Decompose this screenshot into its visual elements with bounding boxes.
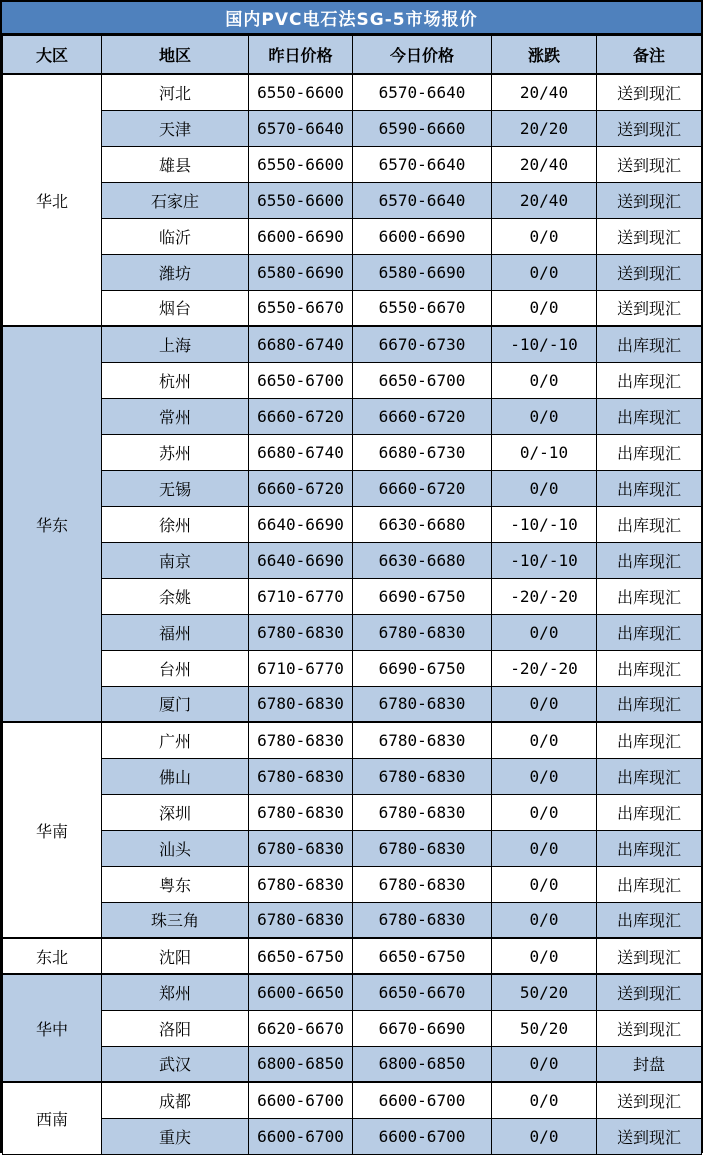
today-cell: 6690-6750 (353, 578, 492, 614)
city-cell: 上海 (102, 326, 249, 362)
change-cell: 0/0 (492, 614, 597, 650)
city-cell: 河北 (102, 74, 249, 110)
price-row-余姚 (3, 578, 702, 614)
note-cell: 送到现汇 (597, 290, 702, 326)
yesterday-cell: 6550-6600 (249, 146, 353, 182)
change-cell: -10/-10 (492, 542, 597, 578)
note-cell: 出库现汇 (597, 398, 702, 434)
yesterday-cell: 6800-6850 (249, 1046, 353, 1082)
city-cell: 重庆 (102, 1118, 249, 1154)
today-cell: 6580-6690 (353, 254, 492, 290)
change-cell: 0/0 (492, 938, 597, 974)
note-cell: 送到现汇 (597, 1118, 702, 1154)
change-cell: 0/0 (492, 830, 597, 866)
yesterday-cell: 6660-6720 (249, 470, 353, 506)
yesterday-cell: 6780-6830 (249, 866, 353, 902)
city-cell: 台州 (102, 650, 249, 686)
today-cell: 6780-6830 (353, 722, 492, 758)
price-table-header (3, 36, 702, 75)
yesterday-cell: 6600-6700 (249, 1082, 353, 1118)
city-cell: 石家庄 (102, 182, 249, 218)
note-cell: 送到现汇 (597, 254, 702, 290)
city-cell: 广州 (102, 722, 249, 758)
city-cell: 徐州 (102, 506, 249, 542)
price-row-重庆 (3, 1118, 702, 1154)
city-cell: 苏州 (102, 434, 249, 470)
price-row-河北 (3, 74, 702, 110)
note-cell: 送到现汇 (597, 1082, 702, 1118)
change-cell: 0/0 (492, 254, 597, 290)
price-row-深圳 (3, 794, 702, 830)
today-cell: 6780-6830 (353, 686, 492, 722)
change-cell: 0/-10 (492, 434, 597, 470)
change-cell: -10/-10 (492, 326, 597, 362)
change-cell: -20/-20 (492, 650, 597, 686)
today-cell: 6660-6720 (353, 398, 492, 434)
yesterday-cell: 6640-6690 (249, 542, 353, 578)
today-cell: 6550-6670 (353, 290, 492, 326)
change-cell: 0/0 (492, 686, 597, 722)
city-cell: 福州 (102, 614, 249, 650)
yesterday-cell: 6640-6690 (249, 506, 353, 542)
note-cell: 出库现汇 (597, 794, 702, 830)
note-cell: 送到现汇 (597, 146, 702, 182)
change-cell: 0/0 (492, 794, 597, 830)
note-cell: 出库现汇 (597, 362, 702, 398)
price-row-临沂 (3, 218, 702, 254)
today-cell: 6570-6640 (353, 182, 492, 218)
yesterday-cell: 6550-6670 (249, 290, 353, 326)
today-cell: 6630-6680 (353, 542, 492, 578)
yesterday-cell: 6600-6690 (249, 218, 353, 254)
yesterday-cell: 6600-6700 (249, 1118, 353, 1154)
change-cell: 0/0 (492, 758, 597, 794)
header-row (3, 36, 702, 75)
note-cell: 送到现汇 (597, 74, 702, 110)
region-cell: 华东 (3, 326, 102, 722)
yesterday-cell: 6650-6750 (249, 938, 353, 974)
note-cell: 出库现汇 (597, 758, 702, 794)
price-row-杭州 (3, 362, 702, 398)
change-cell: -10/-10 (492, 506, 597, 542)
change-cell: 50/20 (492, 1010, 597, 1046)
yesterday-cell: 6550-6600 (249, 74, 353, 110)
today-cell: 6650-6750 (353, 938, 492, 974)
note-cell: 送到现汇 (597, 182, 702, 218)
note-cell: 送到现汇 (597, 974, 702, 1010)
city-cell: 南京 (102, 542, 249, 578)
today-cell: 6590-6660 (353, 110, 492, 146)
page-title: 国内PVC电石法SG-5市场报价 (225, 10, 478, 30)
yesterday-cell: 6600-6650 (249, 974, 353, 1010)
change-cell: 20/20 (492, 110, 597, 146)
today-cell: 6780-6830 (353, 866, 492, 902)
today-cell: 6780-6830 (353, 614, 492, 650)
price-row-洛阳 (3, 1010, 702, 1046)
yesterday-cell: 6780-6830 (249, 902, 353, 938)
yesterday-cell: 6710-6770 (249, 650, 353, 686)
price-row-汕头 (3, 830, 702, 866)
today-cell: 6780-6830 (353, 902, 492, 938)
city-cell: 烟台 (102, 290, 249, 326)
yesterday-cell: 6780-6830 (249, 794, 353, 830)
change-cell: 0/0 (492, 398, 597, 434)
note-cell: 送到现汇 (597, 110, 702, 146)
change-cell: 0/0 (492, 290, 597, 326)
today-cell: 6600-6700 (353, 1118, 492, 1154)
note-cell: 出库现汇 (597, 866, 702, 902)
change-cell: 0/0 (492, 1082, 597, 1118)
column-header-yesterday: 昨日价格 (249, 36, 353, 75)
city-cell: 汕头 (102, 830, 249, 866)
price-table-body (3, 74, 702, 1154)
note-cell: 出库现汇 (597, 614, 702, 650)
price-row-广州 (3, 722, 702, 758)
city-cell: 余姚 (102, 578, 249, 614)
price-row-成都 (3, 1082, 702, 1118)
price-row-上海 (3, 326, 702, 362)
price-table (2, 35, 702, 1155)
price-row-烟台 (3, 290, 702, 326)
note-cell: 送到现汇 (597, 1010, 702, 1046)
city-cell: 珠三角 (102, 902, 249, 938)
yesterday-cell: 6650-6700 (249, 362, 353, 398)
city-cell: 雄县 (102, 146, 249, 182)
today-cell: 6690-6750 (353, 650, 492, 686)
note-cell: 出库现汇 (597, 506, 702, 542)
price-row-潍坊 (3, 254, 702, 290)
yesterday-cell: 6780-6830 (249, 686, 353, 722)
today-cell: 6680-6730 (353, 434, 492, 470)
today-cell: 6570-6640 (353, 146, 492, 182)
note-cell: 送到现汇 (597, 938, 702, 974)
price-row-苏州 (3, 434, 702, 470)
price-row-石家庄 (3, 182, 702, 218)
today-cell: 6650-6670 (353, 974, 492, 1010)
change-cell: 0/0 (492, 1046, 597, 1082)
yesterday-cell: 6620-6670 (249, 1010, 353, 1046)
change-cell: 20/40 (492, 74, 597, 110)
note-cell: 出库现汇 (597, 830, 702, 866)
change-cell: -20/-20 (492, 578, 597, 614)
note-cell: 出库现汇 (597, 470, 702, 506)
note-cell: 出库现汇 (597, 902, 702, 938)
price-row-天津 (3, 110, 702, 146)
today-cell: 6780-6830 (353, 758, 492, 794)
city-cell: 武汉 (102, 1046, 249, 1082)
column-header-change: 涨跌 (492, 36, 597, 75)
today-cell: 6780-6830 (353, 794, 492, 830)
city-cell: 临沂 (102, 218, 249, 254)
price-row-无锡 (3, 470, 702, 506)
region-cell: 西南 (3, 1082, 102, 1154)
today-cell: 6670-6690 (353, 1010, 492, 1046)
change-cell: 0/0 (492, 470, 597, 506)
yesterday-cell: 6550-6600 (249, 182, 353, 218)
price-row-郑州 (3, 974, 702, 1010)
city-cell: 佛山 (102, 758, 249, 794)
yesterday-cell: 6710-6770 (249, 578, 353, 614)
price-row-珠三角 (3, 902, 702, 938)
change-cell: 0/0 (492, 362, 597, 398)
yesterday-cell: 6660-6720 (249, 398, 353, 434)
change-cell: 20/40 (492, 146, 597, 182)
note-cell: 出库现汇 (597, 722, 702, 758)
column-header-note: 备注 (597, 36, 702, 75)
price-row-雄县 (3, 146, 702, 182)
region-cell: 华北 (3, 74, 102, 326)
column-header-region: 大区 (3, 36, 102, 75)
city-cell: 无锡 (102, 470, 249, 506)
price-row-福州 (3, 614, 702, 650)
price-row-武汉 (3, 1046, 702, 1082)
price-row-徐州 (3, 506, 702, 542)
region-cell: 东北 (3, 938, 102, 974)
city-cell: 深圳 (102, 794, 249, 830)
price-row-沈阳 (3, 938, 702, 974)
yesterday-cell: 6780-6830 (249, 758, 353, 794)
note-cell: 出库现汇 (597, 578, 702, 614)
city-cell: 粤东 (102, 866, 249, 902)
note-cell: 出库现汇 (597, 686, 702, 722)
change-cell: 0/0 (492, 218, 597, 254)
change-cell: 0/0 (492, 902, 597, 938)
city-cell: 常州 (102, 398, 249, 434)
table-title-bar (2, 2, 701, 35)
change-cell: 0/0 (492, 1118, 597, 1154)
today-cell: 6630-6680 (353, 506, 492, 542)
today-cell: 6650-6700 (353, 362, 492, 398)
region-cell: 华南 (3, 722, 102, 938)
change-cell: 0/0 (492, 722, 597, 758)
city-cell: 天津 (102, 110, 249, 146)
today-cell: 6600-6690 (353, 218, 492, 254)
yesterday-cell: 6680-6740 (249, 434, 353, 470)
city-cell: 杭州 (102, 362, 249, 398)
change-cell: 50/20 (492, 974, 597, 1010)
price-row-南京 (3, 542, 702, 578)
today-cell: 6670-6730 (353, 326, 492, 362)
yesterday-cell: 6580-6690 (249, 254, 353, 290)
city-cell: 成都 (102, 1082, 249, 1118)
city-cell: 洛阳 (102, 1010, 249, 1046)
column-header-city: 地区 (102, 36, 249, 75)
note-cell: 出库现汇 (597, 434, 702, 470)
yesterday-cell: 6780-6830 (249, 830, 353, 866)
yesterday-cell: 6680-6740 (249, 326, 353, 362)
city-cell: 郑州 (102, 974, 249, 1010)
column-header-today: 今日价格 (353, 36, 492, 75)
note-cell: 出库现汇 (597, 650, 702, 686)
today-cell: 6600-6700 (353, 1082, 492, 1118)
today-cell: 6800-6850 (353, 1046, 492, 1082)
today-cell: 6660-6720 (353, 470, 492, 506)
yesterday-cell: 6780-6830 (249, 614, 353, 650)
note-cell: 送到现汇 (597, 218, 702, 254)
today-cell: 6570-6640 (353, 74, 492, 110)
city-cell: 厦门 (102, 686, 249, 722)
price-row-常州 (3, 398, 702, 434)
city-cell: 潍坊 (102, 254, 249, 290)
yesterday-cell: 6780-6830 (249, 722, 353, 758)
price-row-佛山 (3, 758, 702, 794)
note-cell: 出库现汇 (597, 326, 702, 362)
price-row-粤东 (3, 866, 702, 902)
note-cell: 封盘 (597, 1046, 702, 1082)
note-cell: 出库现汇 (597, 542, 702, 578)
city-cell: 沈阳 (102, 938, 249, 974)
region-cell: 华中 (3, 974, 102, 1082)
change-cell: 20/40 (492, 182, 597, 218)
today-cell: 6780-6830 (353, 830, 492, 866)
price-row-台州 (3, 650, 702, 686)
price-row-厦门 (3, 686, 702, 722)
change-cell: 0/0 (492, 866, 597, 902)
yesterday-cell: 6570-6640 (249, 110, 353, 146)
